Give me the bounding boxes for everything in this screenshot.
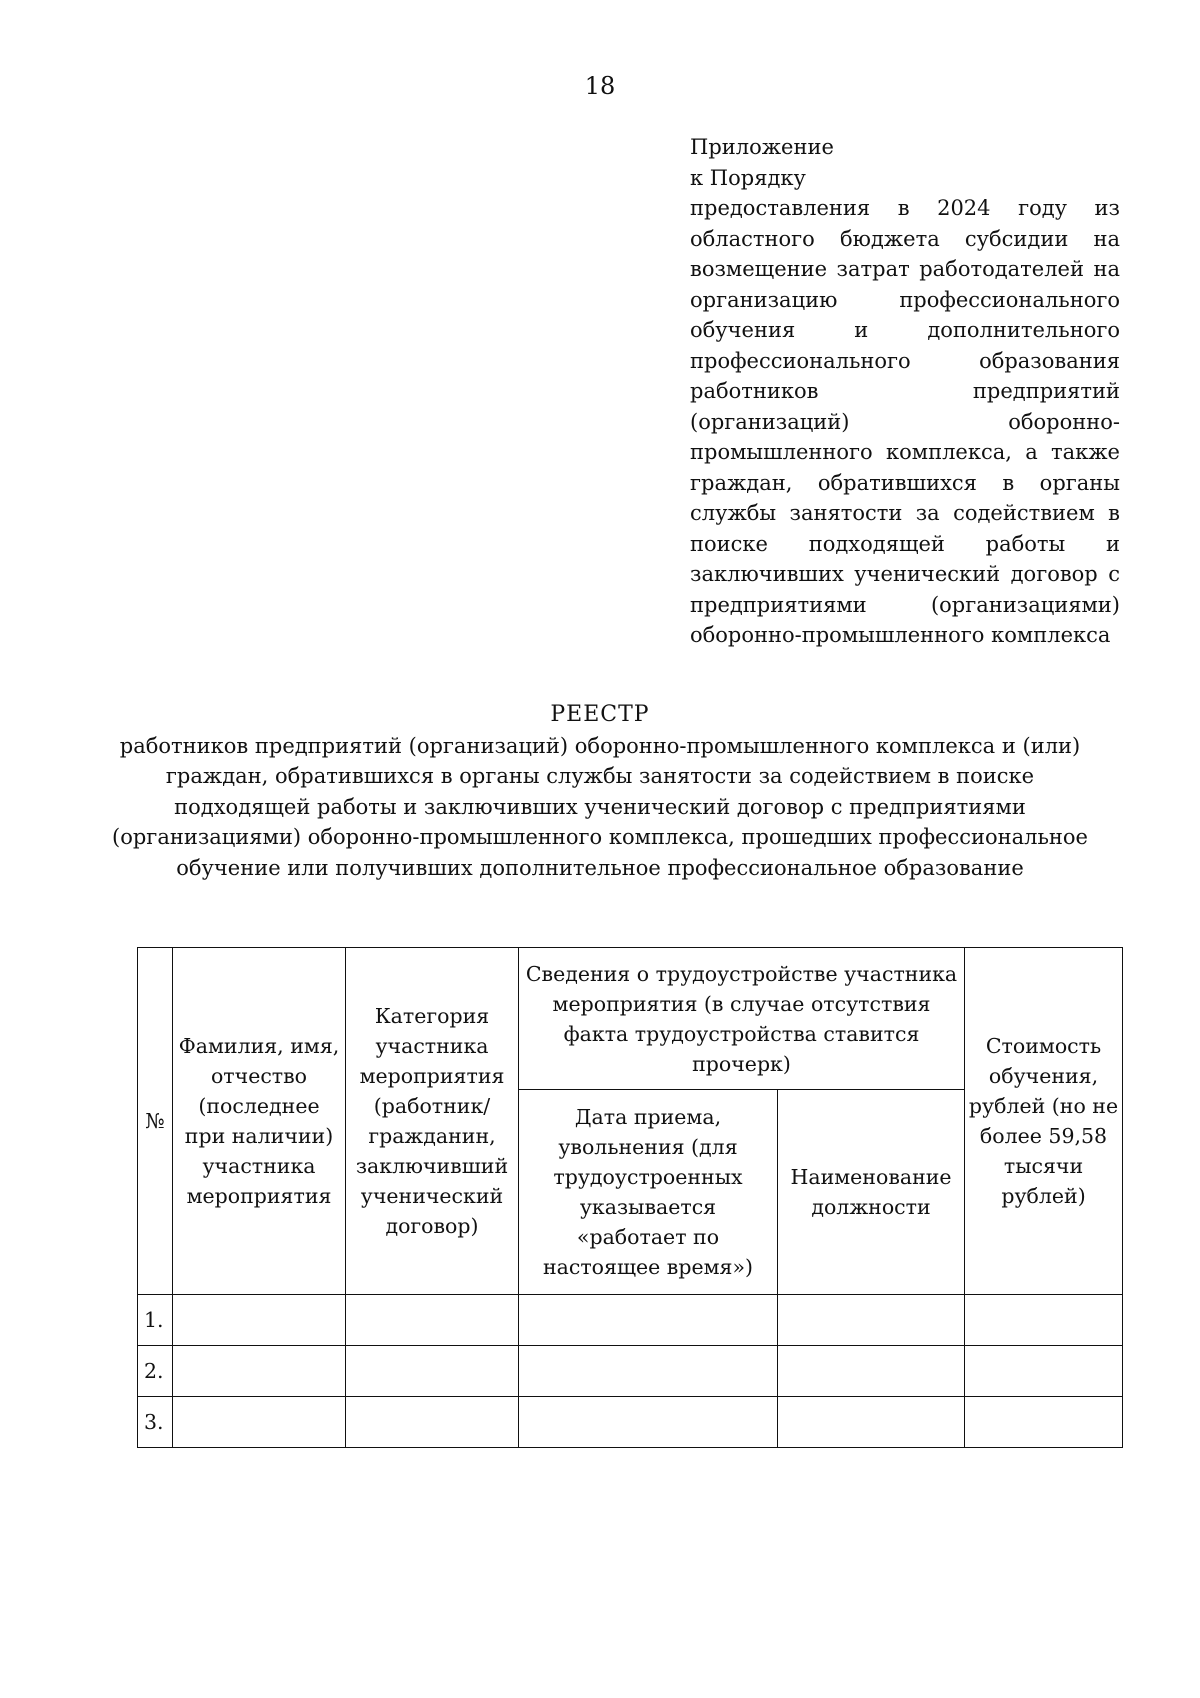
row-number: 3. bbox=[138, 1397, 173, 1448]
header-number: № bbox=[138, 948, 173, 1295]
cell-full-name bbox=[173, 1346, 346, 1397]
appendix-block bbox=[690, 132, 1120, 651]
registry-subtitle: работников предприятий (организаций) оборонно-промышленного комплекса и (или) граждан, обратившихся в органы службы занятости за содействием в поиске подходящей работы и заключивших ученический договор с предприятиями (организациями) оборонно-промышленного комплекса, прошедших профессиональное обучение или получивших дополнительное профессиональное образование bbox=[112, 733, 1088, 880]
appendix-description: предоставления в 2024 году из областного бюджета субсидии на возмещение затрат работодателей на организацию профессионального обучения и дополнительного профессионального образования работников предприятий (организаций) оборонно-промышленного комплекса, а также граждан, обратившихся в органы службы занятости за содействием в поиске подходящей работы и заключивших ученический договор с предприятиями (организациями) оборонно-промышленного комплекса bbox=[690, 196, 1120, 647]
registry-title: РЕЕСТР bbox=[550, 702, 650, 727]
cell-position bbox=[778, 1397, 965, 1448]
cell-hire-date bbox=[519, 1397, 778, 1448]
registry-table bbox=[137, 947, 1123, 1448]
cell-category bbox=[346, 1295, 519, 1346]
cell-hire-date bbox=[519, 1295, 778, 1346]
cell-cost bbox=[965, 1295, 1123, 1346]
table-row bbox=[138, 1295, 1123, 1346]
header-hire-date: Дата приема, увольнения (для трудоустроенных указывается «работает по настоящее время») bbox=[519, 1090, 778, 1295]
header-category: Категория участника мероприятия (работник/ гражданин, заключивший ученический договор) bbox=[346, 948, 519, 1295]
cell-position bbox=[778, 1295, 965, 1346]
cell-hire-date bbox=[519, 1346, 778, 1397]
cell-cost bbox=[965, 1346, 1123, 1397]
table-row bbox=[138, 1346, 1123, 1397]
row-number: 2. bbox=[138, 1346, 173, 1397]
cell-full-name bbox=[173, 1397, 346, 1448]
cell-position bbox=[778, 1346, 965, 1397]
cell-category bbox=[346, 1346, 519, 1397]
header-employment-info: Сведения о трудоустройстве участника мероприятия (в случае отсутствия факта трудоустройства ставится прочерк) bbox=[519, 948, 965, 1090]
header-position: Наименование должности bbox=[778, 1090, 965, 1295]
header-full-name: Фамилия, имя, отчество (последнее при наличии) участника мероприятия bbox=[173, 948, 346, 1295]
table-row bbox=[138, 1397, 1123, 1448]
cell-full-name bbox=[173, 1295, 346, 1346]
header-cost: Стоимость обучения, рублей (но не более 59,58 тысячи рублей) bbox=[965, 948, 1123, 1295]
row-number: 1. bbox=[138, 1295, 173, 1346]
registry-heading bbox=[100, 700, 1100, 883]
appendix-reference: к Порядку bbox=[690, 165, 806, 190]
cell-cost bbox=[965, 1397, 1123, 1448]
appendix-label: Приложение bbox=[690, 135, 834, 159]
page-number: 18 bbox=[584, 72, 616, 100]
cell-category bbox=[346, 1397, 519, 1448]
